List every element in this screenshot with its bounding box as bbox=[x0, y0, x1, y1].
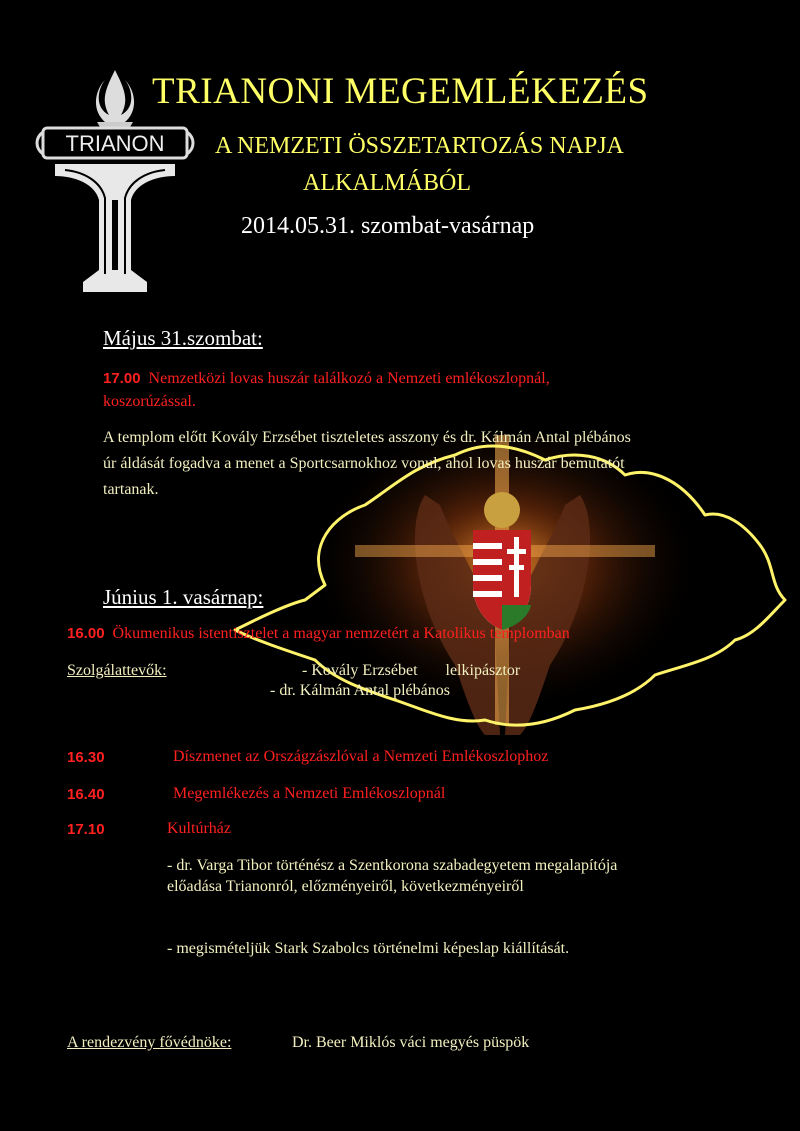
day1-event1 bbox=[103, 370, 550, 388]
event2-time: 16.30 bbox=[67, 749, 105, 766]
event4-text: Kultúrház bbox=[167, 820, 231, 837]
lecture-line1: - dr. Varga Tibor történész a Szentkorona szabadegyetem megalapítója bbox=[167, 857, 618, 874]
hungary-map-illustration bbox=[215, 435, 800, 765]
event3-time: 16.40 bbox=[67, 786, 105, 803]
day1-paragraph-line3: tartanak. bbox=[103, 481, 159, 498]
day1-paragraph-line1: A templom előtt Kovály Erzsébet tiszteletes asszony és dr. Kálmán Antal plébános bbox=[103, 429, 631, 446]
lecture-line2: előadása Trianonról, előzményeiről, következményeiről bbox=[167, 878, 524, 895]
subtitle-line-1: A NEMZETI ÖSSZETARTOZÁS NAPJA bbox=[215, 133, 624, 159]
page-title: TRIANONI MEGEMLÉKEZÉS bbox=[152, 71, 649, 112]
server-1: - Kovály Erzsébet lelkipásztor bbox=[302, 662, 521, 679]
event-text: Nemzetközi lovas huszár találkozó a Nemzeti emlékoszlopnál, bbox=[148, 370, 550, 387]
patron-name: Dr. Beer Miklós váci megyés püspök bbox=[292, 1034, 530, 1051]
server-2: - dr. Kálmán Antal plébános bbox=[270, 682, 450, 699]
day1-paragraph-line2: úr áldását fogadva a menet a Sportcsarnokhoz vonul, ahol lovas huszár bemutatót bbox=[103, 455, 625, 472]
day1-heading: Május 31.szombat: bbox=[103, 326, 263, 350]
exhibit-text: - megismételjük Stark Szabolcs történelmi képeslap kiállítását. bbox=[167, 940, 570, 957]
event-text: Ökumenikus istentisztelet a magyar nemzetért a Katolikus templomban bbox=[112, 625, 570, 642]
patron-label: A rendezvény fővédnöke: bbox=[67, 1034, 232, 1051]
event2-text: Díszmenet az Országzászlóval a Nemzeti Emlékoszlophoz bbox=[173, 748, 549, 765]
day2-event1 bbox=[67, 625, 570, 643]
svg-text:TRIANON: TRIANON bbox=[65, 131, 165, 156]
day2-heading: Június 1. vasárnap: bbox=[103, 585, 264, 609]
event-date: 2014.05.31. szombat-vasárnap bbox=[241, 213, 535, 239]
event3-text: Megemlékezés a Nemzeti Emlékoszlopnál bbox=[173, 785, 446, 802]
servers-label: Szolgálattevők: bbox=[67, 662, 167, 679]
event-time: 16.00 bbox=[67, 625, 105, 642]
subtitle-line-2: ALKALMÁBÓL bbox=[303, 170, 471, 196]
day1-event1-line2: koszorúzással. bbox=[103, 393, 196, 410]
event-time: 17.00 bbox=[103, 370, 141, 387]
event4-time: 17.10 bbox=[67, 821, 105, 838]
